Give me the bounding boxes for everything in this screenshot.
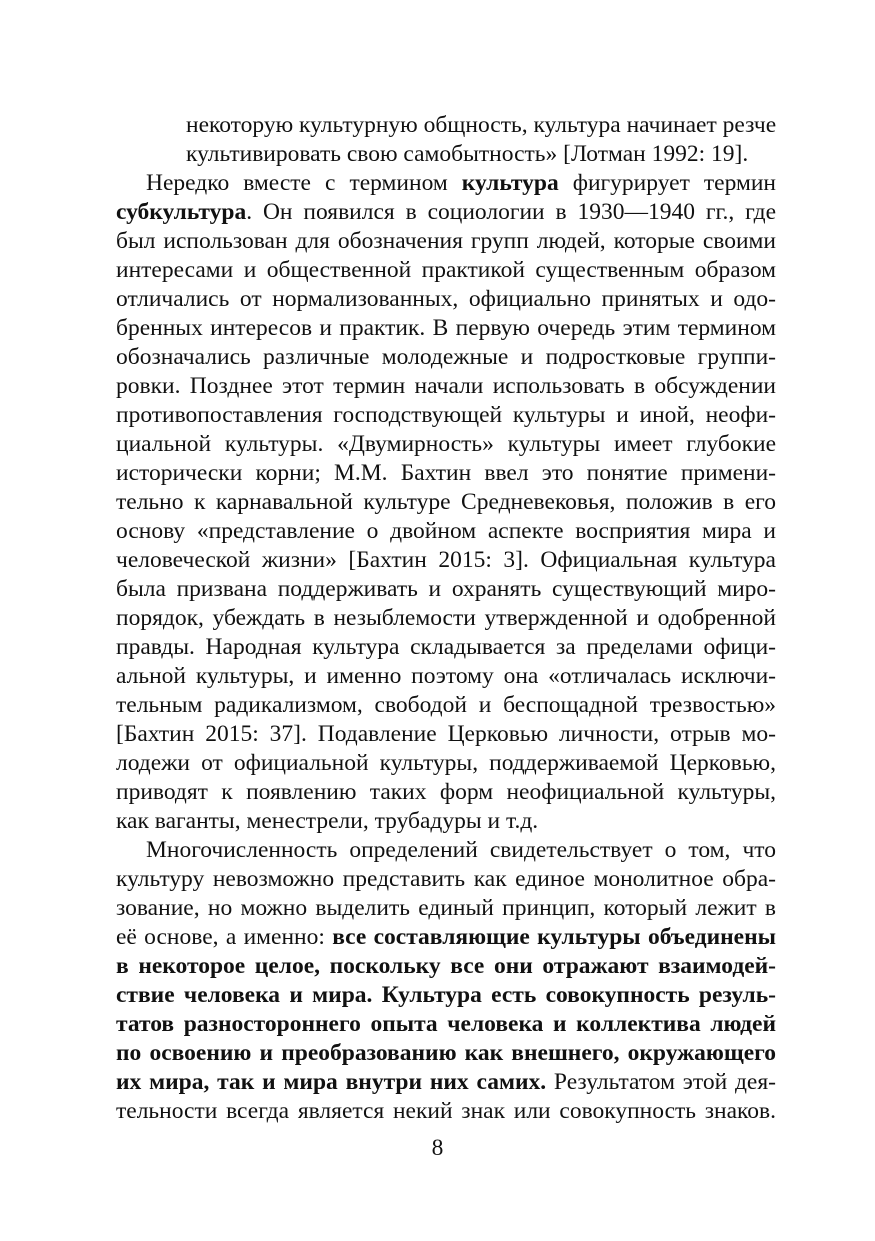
paragraph-line: была призвана поддерживать и охранять существующий миро- (116, 576, 776, 602)
paragraph-line: человеческой жизни» [Бахтин 2015: 3]. Официальная культура (116, 547, 776, 573)
paragraph-line: Многочисленность определений свидетельствует о том, что (146, 837, 776, 863)
bold-statement: по освоению и преобразованию как внешнего, окружающего (116, 1040, 776, 1066)
bold-term: культура (461, 170, 559, 196)
paragraph-line: зование, но можно выделить единый принцип, который лежит в (116, 895, 776, 921)
bold-statement: татов разностороннего опыта человека и коллектива людей (116, 1011, 776, 1037)
paragraph-line (116, 952, 776, 981)
quote-line: культивировать свою самобытность» [Лотман 1992: 19]. (186, 141, 749, 167)
paragraph-line (116, 1010, 776, 1039)
paragraph-line: как ваганты, менестрели, трубадуры и т.д. (116, 808, 539, 834)
paragraph-line: её основе, а именно: все составляющие культуры объединены (116, 924, 776, 950)
page-number: 8 (431, 1135, 444, 1161)
paragraph-line: был использован для обозначения групп людей, которые своими (116, 228, 776, 254)
paragraph-line (116, 1039, 776, 1068)
paragraph-line: альной культуры, и именно поэтому она «отличалась исключи- (116, 663, 776, 689)
paragraph-line: их мира, так и мира внутри них самих. Результатом этой дея- (116, 1069, 776, 1095)
paragraph-line: обозначались различные молодежные и подростковые группи- (116, 344, 776, 370)
paragraph-line: Нередко вместе с термином культура фигурирует термин (146, 170, 776, 196)
paragraph-line: тельно к карнавальной культуре Средневековья, положив в его (116, 489, 776, 515)
paragraph-line: противопоставления господствующей культуры и иной, неофи- (116, 402, 776, 428)
bold-statement: в некоторое целое, поскольку все они отражают взаимодей- (116, 953, 776, 979)
paragraph-line: ровки. Позднее этот термин начали использовать в обсуждении (116, 373, 776, 399)
bold-statement: их мира, так и мира внутри них самих. (116, 1069, 547, 1095)
paragraph-line: исторически корни; М.М. Бахтин ввел это понятие примени- (116, 460, 776, 486)
quote-line: некоторую культурную общность, культура начинает резче (186, 112, 777, 138)
paragraph-line: бренных интересов и практик. В первую очередь этим термином (116, 315, 776, 341)
bold-statement: все составляющие культуры объединены (332, 924, 776, 950)
paragraph-line (116, 981, 776, 1010)
paragraph-line: циальной культуры. «Двумирность» культуры имеет глубокие (116, 431, 776, 457)
paragraph-line: субкультура. Он появился в социологии в 1930—1940 гг., где (116, 199, 776, 225)
paragraph-line: приводят к появлению таких форм неофициальной культуры, (116, 779, 776, 805)
paragraph-line: [Бахтин 2015: 37]. Подавление Церковью личности, отрыв мо- (116, 721, 776, 747)
paragraph-line: основу «представление о двойном аспекте восприятия мира и (116, 518, 776, 544)
paragraph-line: порядок, убеждать в незыблемости утвержденной и одобренной (116, 605, 776, 631)
paragraph-line: интересами и общественной практикой существенным образом (116, 257, 776, 283)
paragraph-line: тельным радикализмом, свободой и беспощадной трезвостью» (116, 692, 776, 718)
paragraph-line: культуру невозможно представить как единое монолитное обра- (116, 866, 776, 892)
paragraph-line: отличались от нормализованных, официально принятых и одо- (116, 286, 776, 312)
bold-term: субкультура (116, 199, 247, 225)
paragraph-line: правды. Народная культура складывается за пределами офици- (116, 634, 776, 660)
paragraph-line: лодежи от официальной культуры, поддерживаемой Церковью, (116, 750, 776, 776)
bold-statement: ствие человека и мира. Культура есть совокупность резуль- (116, 982, 776, 1008)
paragraph-line: тельности всегда является некий знак или совокупность знаков. (116, 1098, 776, 1124)
